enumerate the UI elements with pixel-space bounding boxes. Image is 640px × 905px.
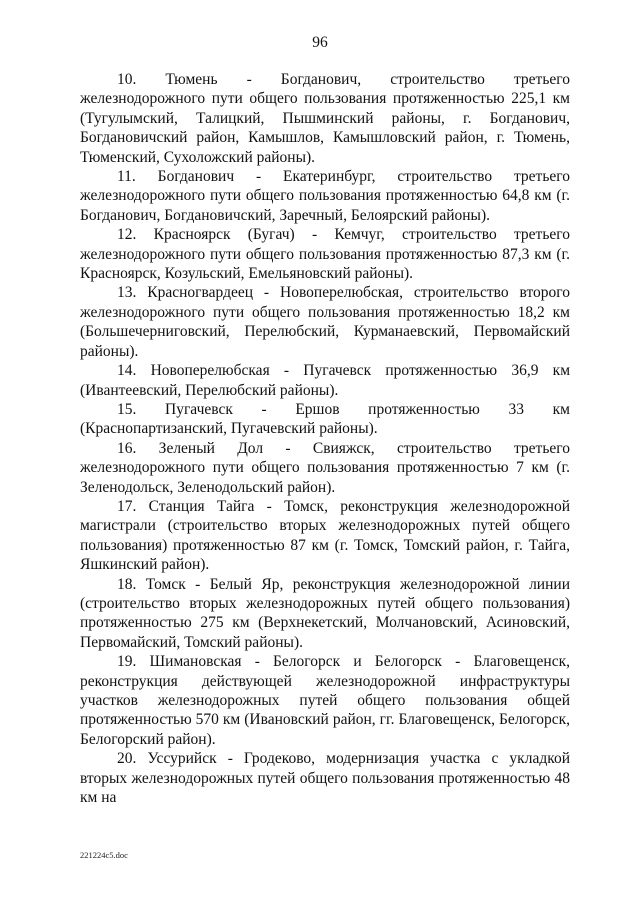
list-item: 15. Пугачевск - Ершов протяженностью 33 км (Краснопартизанский, Пугачевский районы).	[80, 400, 570, 438]
list-item: 12. Красноярск (Бугач) - Кемчуг, строительство третьего железнодорожного пути общего пользования протяженностью 87,3 км (г. Красноярск, Козульский, Емельяновский районы).	[80, 226, 570, 283]
list-item: 17. Станция Тайга - Томск, реконструкция железнодорожной магистрали (строительство вторых железнодорожных путей общего пользования) протяженностью 87 км (г. Томск, Томский район, г. Тайга, Яшкинский район).	[80, 497, 570, 574]
list-item: 14. Новоперелюбская - Пугачевск протяженностью 36,9 км (Ивантеевский, Перелюбский районы).	[80, 362, 570, 399]
document-body	[80, 70, 570, 807]
document-file-reference: 221224c5.doc	[80, 850, 128, 860]
list-item: 10. Тюмень - Богданович, строительство третьего железнодорожного пути общего пользования протяженностью 225,1 км (Тугулымский, Талицкий, Пышминский районы, г. Богданович, Богдановичский район, Камышлов, Камышловский район, г. Тюмень, Тюменский, Сухоложский районы).	[80, 71, 570, 166]
list-item: 11. Богданович - Екатеринбург, строительство третьего железнодорожного пути общего пользования протяженностью 64,8 км (г. Богданович, Богдановичский, Заречный, Белоярский районы).	[80, 168, 570, 224]
list-item: 16. Зеленый Дол - Свияжск, строительство третьего железнодорожного пути общего пользования протяженностью 7 км (г. Зеленодольск, Зеленодольский район).	[80, 439, 570, 496]
list-item: 20. Уссурийск - Гродеково, модернизация участка с укладкой вторых железнодорожных путей общего пользования протяженностью 48 км на	[80, 750, 570, 807]
list-item: 19. Шимановская - Белогорск и Белогорск - Благовещенск, реконструкция действующей железнодорожной инфраструктуры участков железнодорожных путей общего пользования общей протяженностью 570 км (Ивановский район, гг. Благовещенск, Белогорск, Белогорский район).	[80, 653, 570, 748]
list-item: 18. Томск - Белый Яр, реконструкция железнодорожной линии (строительство вторых железнодорожных путей общего пользования) протяженностью 275 км (Верхнекетский, Молчановский, Асиновский, Первомайский, Томский районы).	[80, 575, 570, 651]
page-number: 96	[312, 34, 328, 51]
list-item: 13. Красногвардеец - Новоперелюбская, строительство второго железнодорожного пути общего пользования протяженностью 18,2 км (Большечерниговский, Перелюбский, Курманаевский, Первомайский районы).	[80, 284, 570, 360]
